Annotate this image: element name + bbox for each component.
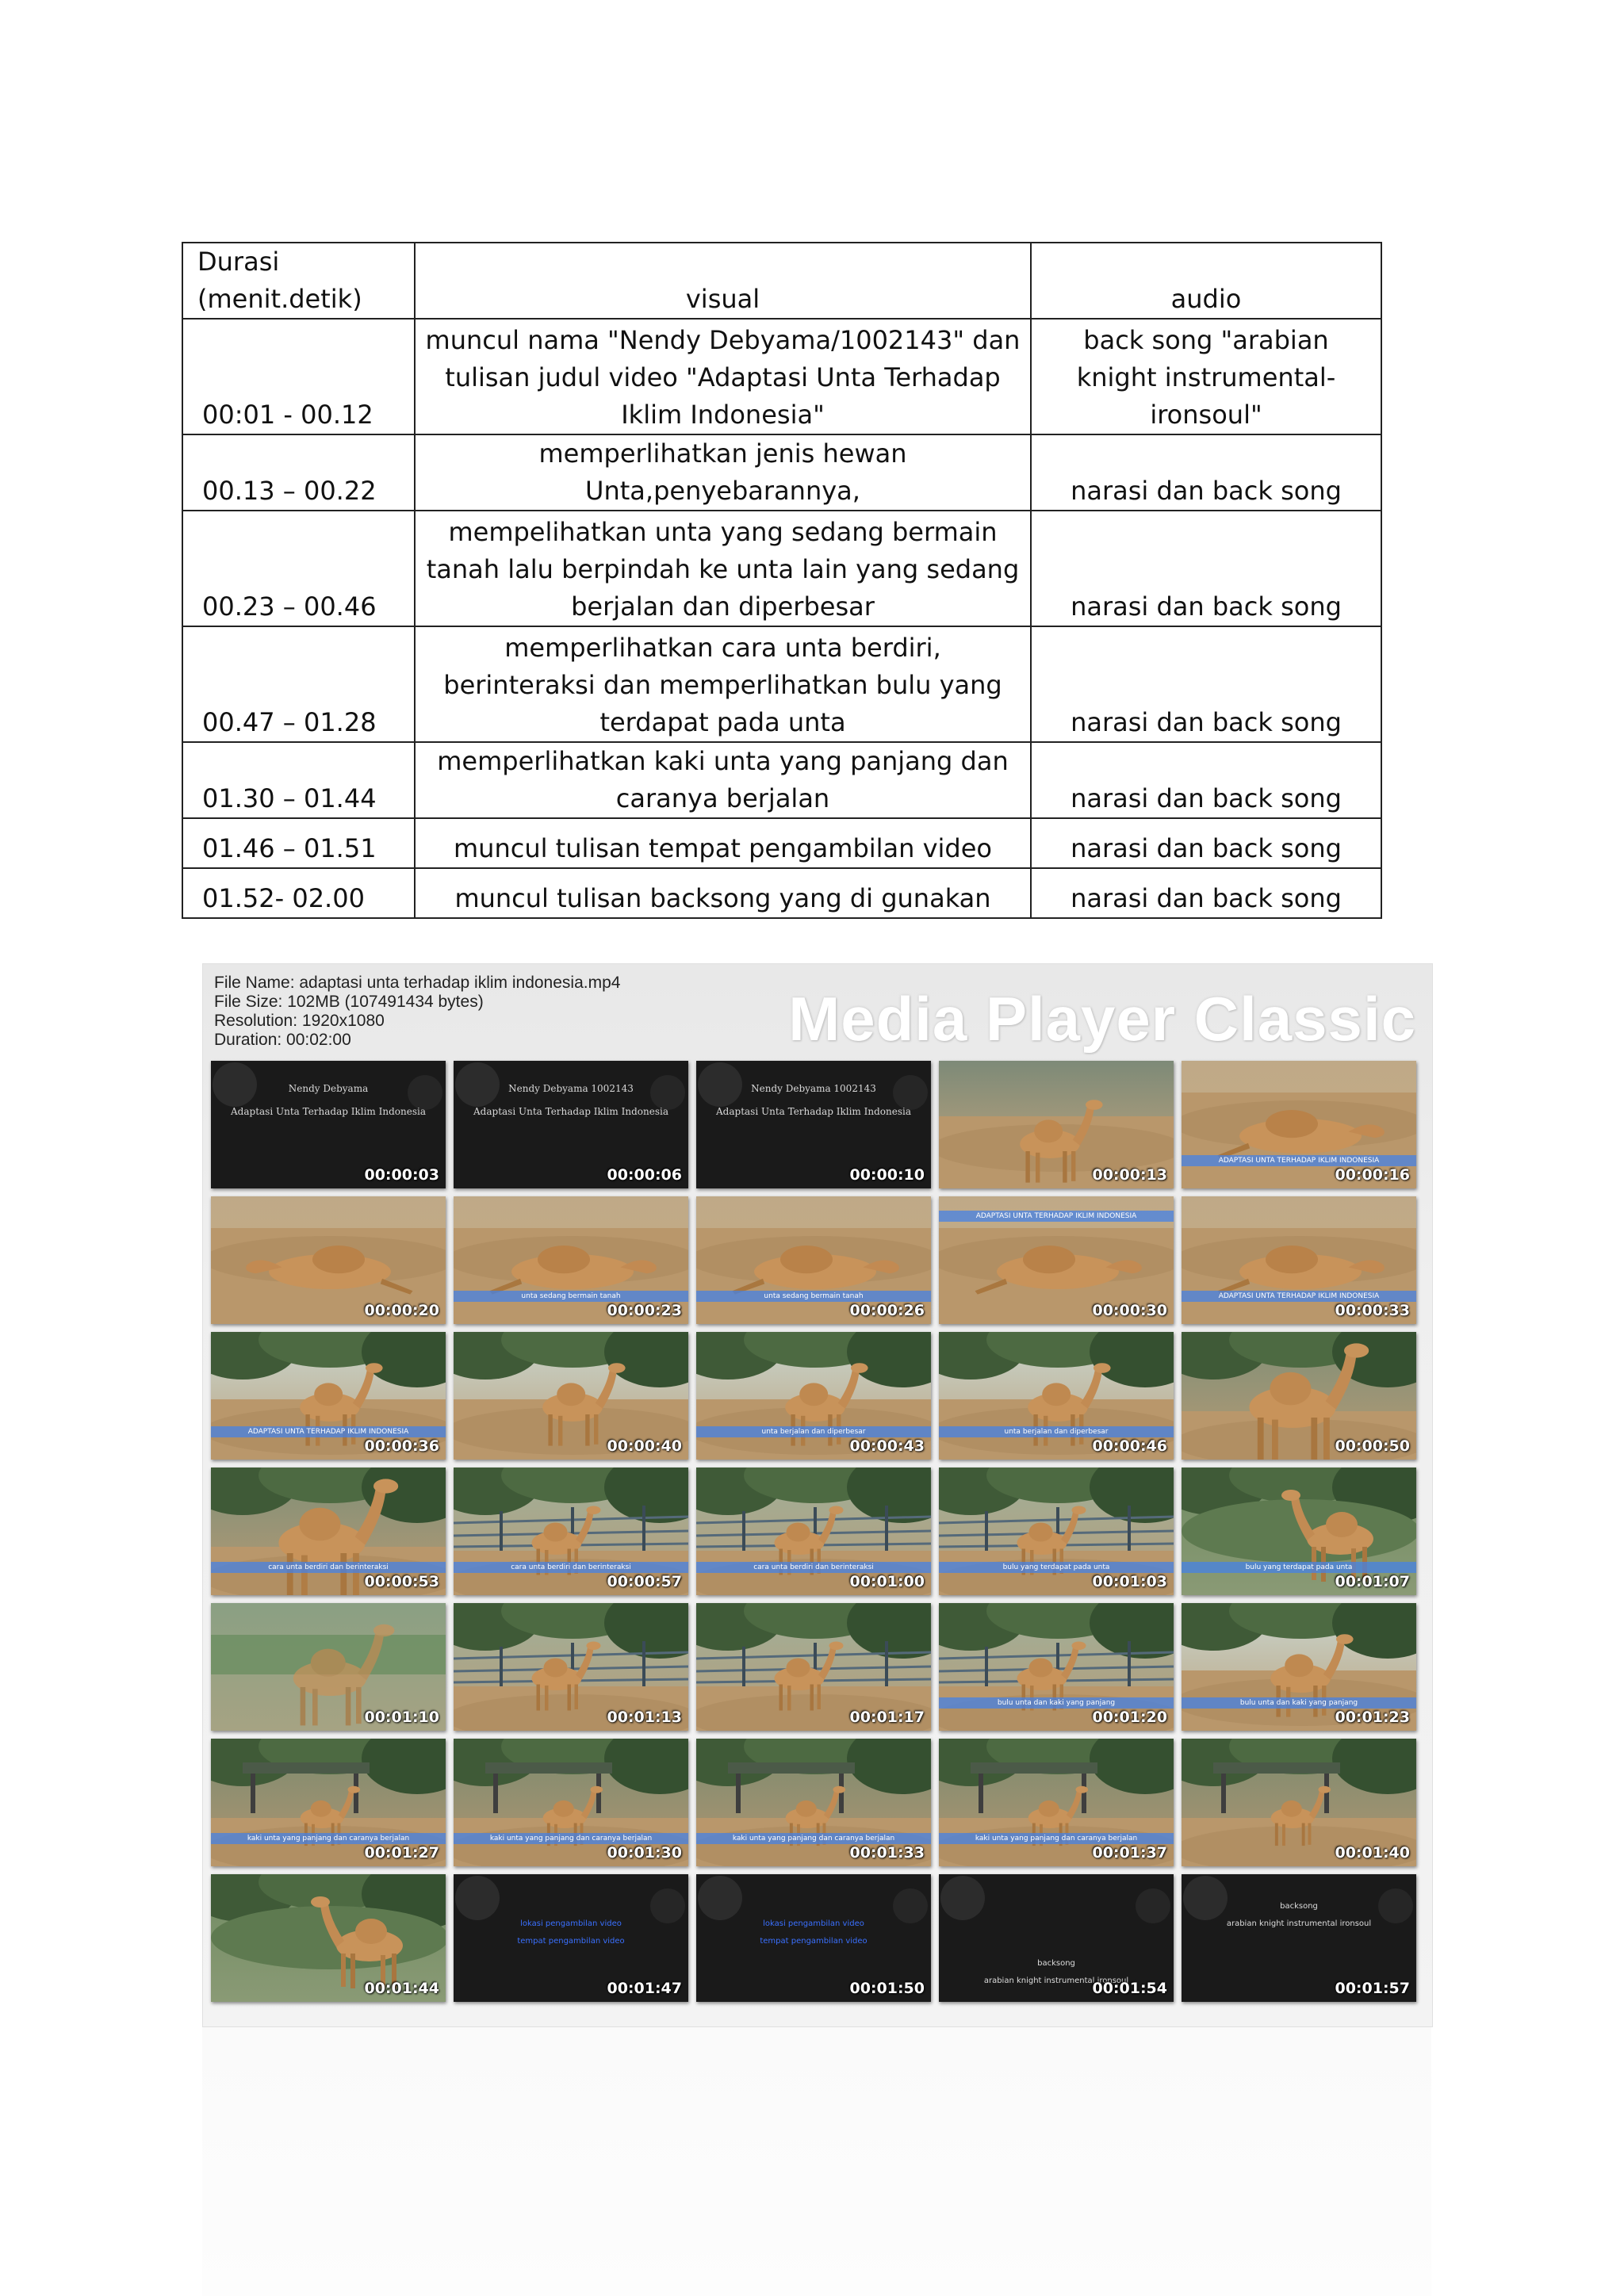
end-line-1: backsong [1037, 1959, 1075, 1968]
header-duration-line1: Durasi [197, 247, 280, 277]
end-line-2: tempat pengambilan video [517, 1937, 625, 1946]
thumbnail-caption: unta sedang bermain tanah [454, 1291, 688, 1302]
thumbnail-end-text [1182, 1898, 1416, 1933]
video-thumbnail [211, 1468, 446, 1595]
thumbnail-title-text [211, 1083, 446, 1118]
video-thumbnail [1182, 1874, 1416, 2002]
video-thumbnail [211, 1739, 446, 1866]
title-line-2: Adaptasi Unta Terhadap Iklim Indonesia [473, 1106, 668, 1117]
row-visual: memperlihatkan kaki unta yang panjang dan caranya berjalan [415, 742, 1031, 818]
title-line-2: Adaptasi Unta Terhadap Iklim Indonesia [716, 1106, 911, 1117]
video-thumbnail [454, 1874, 688, 2002]
video-thumbnail [939, 1739, 1174, 1866]
table-row [182, 319, 1381, 434]
thumbnail-timestamp: 00:01:30 [607, 1844, 682, 1862]
file-size: File Size: 102MB (107491434 bytes) [214, 993, 484, 1011]
video-thumbnail [454, 1468, 688, 1595]
video-thumbnail [211, 1603, 446, 1731]
thumbnail-timestamp: 00:01:57 [1335, 1980, 1410, 1997]
row-audio: narasi dan back song [1031, 434, 1381, 511]
video-thumbnail [696, 1061, 931, 1188]
video-thumbnail [939, 1061, 1174, 1188]
video-thumbnail [696, 1739, 931, 1866]
row-audio: narasi dan back song [1031, 511, 1381, 626]
video-thumbnail [454, 1332, 688, 1460]
thumbnail-caption: kaki unta yang panjang dan caranya berjalan [939, 1833, 1174, 1844]
thumbnail-timestamp: 00:00:10 [849, 1166, 925, 1184]
thumbnail-timestamp: 00:00:23 [607, 1302, 682, 1319]
table-row [182, 742, 1381, 818]
thumbnail-title-text [454, 1083, 688, 1118]
thumbnail-caption: kaki unta yang panjang dan caranya berjalan [454, 1833, 688, 1844]
thumbnail-caption: unta berjalan dan diperbesar [939, 1426, 1174, 1437]
table-row [182, 434, 1381, 511]
thumbnail-timestamp: 00:01:00 [849, 1573, 925, 1590]
thumbnail-timestamp: 00:00:20 [364, 1302, 439, 1319]
thumbnail-caption: kaki unta yang panjang dan caranya berjalan [211, 1833, 446, 1844]
file-name: File Name: adaptasi unta terhadap iklim indonesia.mp4 [214, 974, 621, 992]
thumbnail-timestamp: 00:00:06 [607, 1166, 682, 1184]
thumbnail-grid [211, 1061, 1416, 2002]
video-thumbnail [696, 1332, 931, 1460]
video-thumbnail [939, 1603, 1174, 1731]
row-audio: back song "arabian knight instrumental-ironsoul" [1031, 319, 1381, 434]
thumbnail-caption: bulu yang terdapat pada unta [1182, 1562, 1416, 1573]
table-header-row [182, 243, 1381, 319]
thumbnail-timestamp: 00:01:37 [1092, 1844, 1167, 1862]
thumbnail-caption: cara unta berdiri dan berinteraksi [696, 1562, 931, 1573]
thumbnail-timestamp: 00:01:27 [364, 1844, 439, 1862]
resolution: Resolution: 1920x1080 [214, 1012, 385, 1030]
storyboard-table [182, 242, 1382, 919]
thumbnail-caption: cara unta berdiri dan berinteraksi [211, 1562, 446, 1573]
thumbnail-timestamp: 00:01:03 [1092, 1573, 1167, 1590]
thumbnail-timestamp: 00:00:13 [1092, 1166, 1167, 1184]
file-info [214, 974, 620, 1050]
thumbnail-timestamp: 00:01:50 [849, 1980, 925, 1997]
thumbnail-timestamp: 00:00:03 [364, 1166, 439, 1184]
thumbnail-caption: ADAPTASI UNTA TERHADAP IKLIM INDONESIA [1182, 1291, 1416, 1302]
thumbnail-timestamp: 00:00:57 [607, 1573, 682, 1590]
thumbnail-timestamp: 00:01:47 [607, 1980, 682, 1997]
row-audio: narasi dan back song [1031, 868, 1381, 918]
video-thumbnail [1182, 1196, 1416, 1324]
media-player-classic-logo: Media Player Classic [788, 984, 1416, 1054]
row-duration: 00:01 - 00.12 [182, 319, 415, 434]
row-visual: memperlihatkan jenis hewan Unta,penyebarannya, [415, 434, 1031, 511]
video-thumbnail [696, 1196, 931, 1324]
thumbnail-caption: unta berjalan dan diperbesar [696, 1426, 931, 1437]
title-line-1: Nendy Debyama 1002143 [751, 1083, 876, 1094]
video-thumbnail [1182, 1739, 1416, 1866]
video-thumbnail [454, 1603, 688, 1731]
video-thumbnail [939, 1196, 1174, 1324]
end-line-2: arabian knight instrumental ironsoul [1226, 1919, 1372, 1928]
row-audio: narasi dan back song [1031, 626, 1381, 742]
row-duration: 00.47 – 01.28 [182, 626, 415, 742]
video-thumbnail [211, 1061, 446, 1188]
video-thumbnail [1182, 1468, 1416, 1595]
row-duration: 01.30 – 01.44 [182, 742, 415, 818]
table-row [182, 818, 1381, 868]
video-thumbnail [454, 1196, 688, 1324]
thumbnail-timestamp: 00:00:33 [1335, 1302, 1410, 1319]
page-bottom-gradient [202, 2026, 1431, 2296]
thumbnail-timestamp: 00:01:13 [607, 1709, 682, 1726]
thumbnail-timestamp: 00:01:54 [1092, 1980, 1167, 1997]
video-thumbnail [211, 1874, 446, 2002]
thumbnail-caption: ADAPTASI UNTA TERHADAP IKLIM INDONESIA [211, 1426, 446, 1437]
row-duration: 01.52- 02.00 [182, 868, 415, 918]
row-visual: muncul tulisan tempat pengambilan video [415, 818, 1031, 868]
video-thumbnail [696, 1874, 931, 2002]
thumbnail-timestamp: 00:00:50 [1335, 1437, 1410, 1455]
thumbnail-timestamp: 00:00:53 [364, 1573, 439, 1590]
thumbnail-timestamp: 00:01:23 [1335, 1709, 1410, 1726]
media-player-thumbnail-sheet [202, 963, 1433, 2027]
end-line-2: arabian knight instrumental ironsoul [983, 1976, 1129, 1985]
end-line-2: tempat pengambilan video [760, 1937, 868, 1946]
thumbnail-end-text [696, 1915, 931, 1950]
title-line-1: Nendy Debyama 1002143 [508, 1083, 634, 1094]
thumbnail-timestamp: 00:00:40 [607, 1437, 682, 1455]
table-row [182, 511, 1381, 626]
row-duration: 01.46 – 01.51 [182, 818, 415, 868]
video-thumbnail [696, 1468, 931, 1595]
row-duration: 00.23 – 00.46 [182, 511, 415, 626]
thumbnail-timestamp: 00:00:30 [1092, 1302, 1167, 1319]
row-visual: muncul tulisan backsong yang di gunakan [415, 868, 1031, 918]
thumbnail-timestamp: 00:00:36 [364, 1437, 439, 1455]
duration: Duration: 00:02:00 [214, 1031, 351, 1049]
row-audio: narasi dan back song [1031, 818, 1381, 868]
thumbnail-timestamp: 00:00:46 [1092, 1437, 1167, 1455]
row-visual: memperlihatkan cara unta berdiri, berinteraksi dan memperlihatkan bulu yang terdapat pada unta [415, 626, 1031, 742]
title-line-2: Adaptasi Unta Terhadap Iklim Indonesia [231, 1106, 426, 1117]
video-thumbnail [1182, 1603, 1416, 1731]
thumbnail-timestamp: 00:00:16 [1335, 1166, 1410, 1184]
video-thumbnail [211, 1332, 446, 1460]
thumbnail-timestamp: 00:01:17 [849, 1709, 925, 1726]
header-visual: visual [415, 243, 1031, 319]
thumbnail-timestamp: 00:01:33 [849, 1844, 925, 1862]
thumbnail-timestamp: 00:00:43 [849, 1437, 925, 1455]
end-line-1: lokasi pengambilan video [763, 1919, 864, 1928]
video-thumbnail [939, 1874, 1174, 2002]
video-thumbnail [211, 1196, 446, 1324]
video-thumbnail [1182, 1061, 1416, 1188]
table-row [182, 868, 1381, 918]
row-audio: narasi dan back song [1031, 742, 1381, 818]
header-duration [182, 243, 415, 319]
video-thumbnail [939, 1332, 1174, 1460]
thumbnail-caption: bulu unta dan kaki yang panjang [1182, 1697, 1416, 1709]
thumbnail-title-text [696, 1083, 931, 1118]
row-duration: 00.13 – 00.22 [182, 434, 415, 511]
end-line-1: backsong [1280, 1902, 1318, 1911]
end-line-1: lokasi pengambilan video [520, 1919, 622, 1928]
thumbnail-caption: cara unta berdiri dan berinteraksi [454, 1562, 688, 1573]
thumbnail-timestamp: 00:01:10 [364, 1709, 439, 1726]
thumbnail-timestamp: 00:01:40 [1335, 1844, 1410, 1862]
header-audio: audio [1031, 243, 1381, 319]
thumbnail-end-text [454, 1915, 688, 1950]
video-thumbnail [1182, 1332, 1416, 1460]
video-thumbnail [696, 1603, 931, 1731]
row-visual: muncul nama "Nendy Debyama/1002143" dan tulisan judul video "Adaptasi Unta Terhadap Iklim Indonesia" [415, 319, 1031, 434]
thumbnail-caption: unta sedang bermain tanah [696, 1291, 931, 1302]
header-duration-line2: (menit.detik) [197, 284, 362, 314]
row-visual: mempelihatkan unta yang sedang bermain tanah lalu berpindah ke unta lain yang sedang berjalan dan diperbesar [415, 511, 1031, 626]
thumbnail-caption: bulu unta dan kaki yang panjang [939, 1697, 1174, 1709]
thumbnail-caption: kaki unta yang panjang dan caranya berjalan [696, 1833, 931, 1844]
thumbnail-timestamp: 00:00:26 [849, 1302, 925, 1319]
thumbnail-timestamp: 00:01:07 [1335, 1573, 1410, 1590]
thumbnail-caption: ADAPTASI UNTA TERHADAP IKLIM INDONESIA [1182, 1155, 1416, 1166]
title-line-1: Nendy Debyama [288, 1083, 369, 1094]
video-thumbnail [939, 1468, 1174, 1595]
video-thumbnail [454, 1061, 688, 1188]
thumbnail-caption: bulu yang terdapat pada unta [939, 1562, 1174, 1573]
thumbnail-timestamp: 00:01:20 [1092, 1709, 1167, 1726]
thumbnail-timestamp: 00:01:44 [364, 1980, 439, 1997]
video-thumbnail [454, 1739, 688, 1866]
table-row [182, 626, 1381, 742]
thumbnail-caption: ADAPTASI UNTA TERHADAP IKLIM INDONESIA [939, 1211, 1174, 1222]
